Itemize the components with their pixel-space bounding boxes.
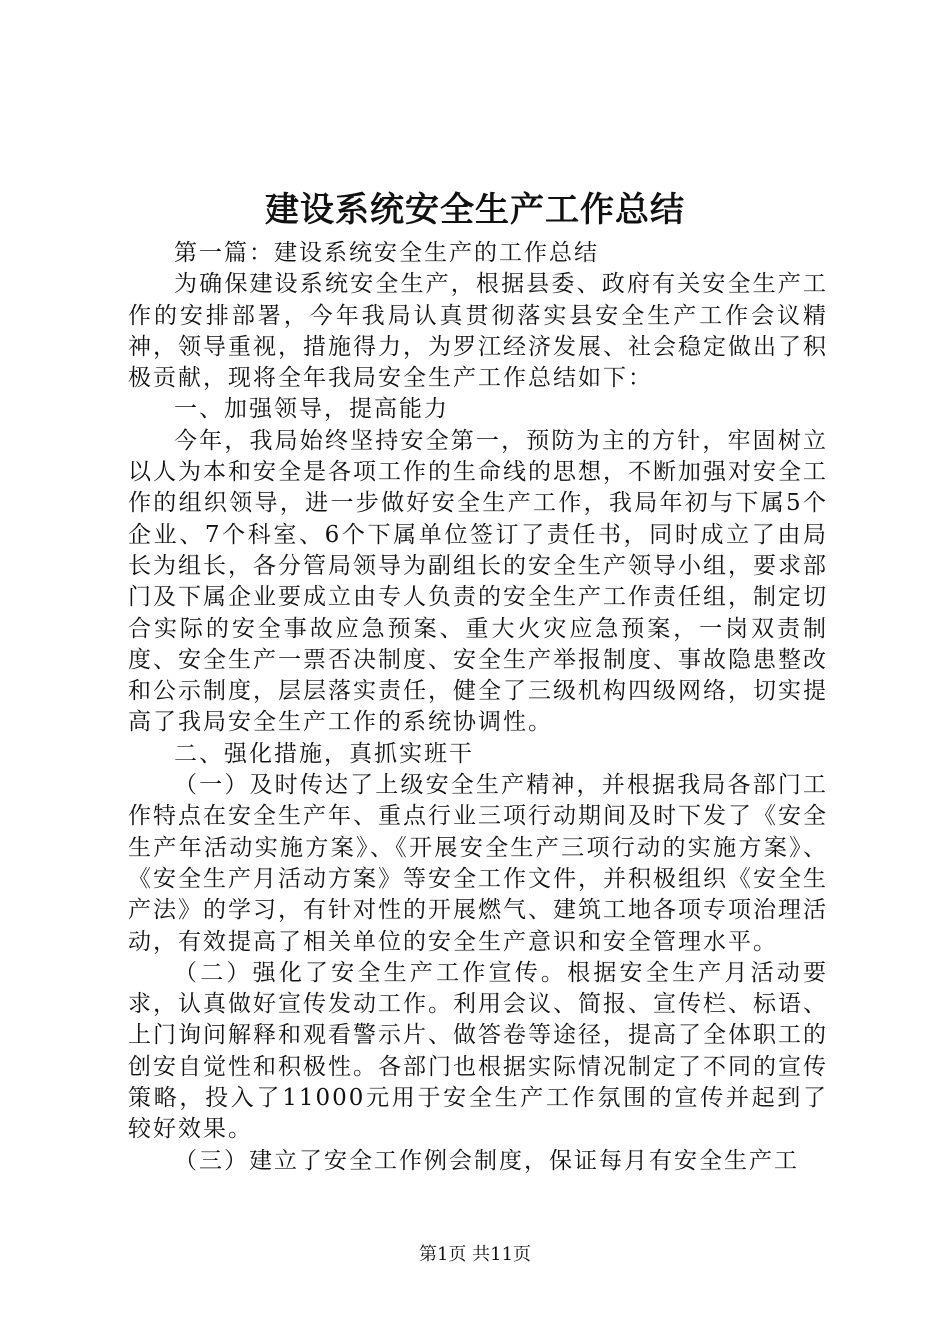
page-footer: 第1页 共11页: [418, 1244, 532, 1265]
paragraph-intro: 为确保建设系统安全生产，根据县委、政府有关安全生产工作的安排部署，今年我局认真贯彻落实县安全生产工作会议精神，领导重视，措施得力，为罗江经济发展、社会稳定做出了积极贡献，现将全年我局安全生产工作总结如下：: [128, 271, 828, 392]
paragraph-item-three: （三）建立了安全工作例会制度，保证每月有安全生产工: [174, 1147, 799, 1174]
paragraph-heading-two: 二、强化措施，真抓实班干: [174, 740, 474, 767]
document-body: [128, 238, 828, 1177]
paragraph-heading-one: 一、加强领导，提高能力: [174, 396, 449, 423]
paragraph-leadership: 今年，我局始终坚持安全第一，预防为主的方针，牢固树立以人为本和安全是各项工作的生命线的思想，不断加强对安全工作的组织领导，进一步做好安全生产工作，我局年初与下属5个企业、7个科室、6个下属单位签订了责任书，同时成立了由局长为组长，各分管局领导为副组长的安全生产领导小组，要求部门及下属企业要成立由专人负责的安全生产工作责任组，制定切合实际的安全事故应急预案、重大火灾应急预案，一岗双责制度、安全生产一票否决制度、安全生产举报制度、事故隐患整改和公示制度，层层落实责任，健全了三级机构四级网络，切实提高了我局安全生产工作的系统协调性。: [128, 427, 828, 736]
paragraph-item-one: （一）及时传达了上级安全生产精神，并根据我局各部门工作特点在安全生产年、重点行业三项行动期间及时下发了《安全生产年活动实施方案》、《开展安全生产三项行动的实施方案》、《安全生产月活动方案》等安全工作文件，并积极组织《安全生产法》的学习，有针对性的开展燃气、建筑工地各项专项治理活动，有效提高了相关单位的安全生产意识和安全管理水平。: [128, 772, 828, 955]
paragraph-section-heading: 第一篇：建设系统安全生产的工作总结: [174, 240, 599, 266]
paragraph-item-two: （二）强化了安全生产工作宣传。根据安全生产月活动要求，认真做好宣传发动工作。利用会议、简报、宣传栏、标语、上门询问解释和观看警示片、做答卷等途径，提高了全体职工的创安自觉性和积极性。各部门也根据实际情况制定了不同的宣传策略，投入了11000元用于安全生产工作氛围的宣传并起到了较好效果。: [128, 959, 828, 1143]
document-title: 建设系统安全生产工作总结: [265, 190, 685, 230]
